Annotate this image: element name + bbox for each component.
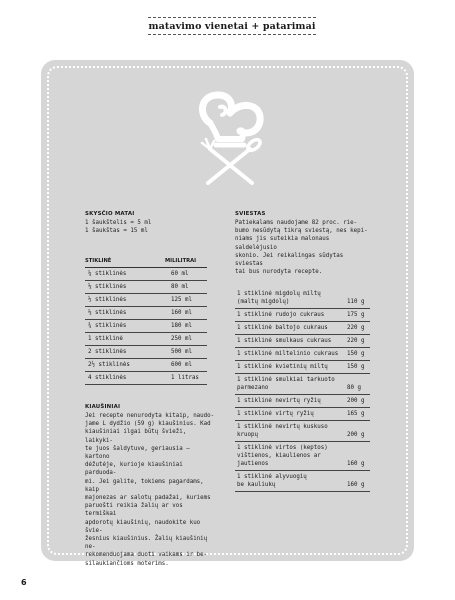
text-line: te juos šaldytuve, geriausia – kartono	[85, 445, 190, 461]
table-row	[235, 348, 370, 361]
chef-hat-utensils-icon	[180, 83, 280, 193]
text-line: žesnius kiaušinius. Žalių kiaušinių ne-	[85, 536, 208, 551]
ml-cell: 160 ml	[165, 306, 207, 319]
ml-cell: 600 ml	[165, 358, 207, 371]
text-line: mi. Jei galite, tokiems pagardams, kaip	[85, 478, 204, 493]
ingredient-line: 1 stiklinė smulkiai tarkuoto	[237, 377, 335, 383]
cup-ml-table	[85, 258, 207, 385]
ingredient-line: 1 stiklinė miltelinio cukraus	[237, 351, 339, 357]
ingredient-line: 1 stiklinė nevirtų kuskuso	[237, 424, 328, 430]
text-line: bumo nesūdytą tikrą sviestą, nes kepi-	[235, 228, 368, 235]
ingredient-line: 1 stiklinė kvietinių miltų	[237, 364, 328, 370]
ingredient-line: kruopų	[237, 432, 258, 438]
section-title: matavimo vienetai + patarimai	[148, 21, 316, 32]
ml-cell: 180 ml	[165, 319, 207, 332]
text-line: rekomenduojama duoti vaikams ir be-	[85, 552, 208, 559]
table-row	[235, 421, 370, 442]
ml-cell: 1 litras	[165, 371, 207, 384]
eggs-heading: KIAUŠINIAI	[85, 404, 121, 410]
ingredient-cell	[235, 408, 344, 421]
ingredient-cell	[235, 395, 344, 408]
table-row	[235, 471, 370, 492]
ingredient-line: 1 stiklinė nevirtų ryžių	[237, 398, 321, 404]
liquid-measures-text	[85, 219, 151, 235]
text-line: Patiekalams naudojame 82 proc. rie-	[235, 220, 358, 226]
ingredient-cell	[235, 309, 344, 322]
column-header-cup: STIKLINĖ	[85, 258, 165, 267]
weight-cell: 220 g	[344, 322, 370, 335]
ml-cell: 80 ml	[165, 280, 207, 293]
ingredient-line: 1 stiklinė alyvuogių	[237, 474, 307, 480]
ingredient-cell	[235, 442, 344, 471]
liquid-measure-line: 1 šaukštas = 15 ml	[85, 228, 148, 235]
weight-cell: 150 g	[344, 361, 370, 374]
table-row	[235, 288, 370, 309]
ingredient-line: 1 stiklinė smulkaus cukraus	[237, 338, 332, 344]
cup-cell: 2 stiklinės	[85, 345, 165, 358]
table-row	[235, 442, 370, 471]
table-row	[235, 322, 370, 335]
text-line: majonezas ar salotų padažai, kuriems	[85, 495, 211, 502]
weight-cell: 200 g	[344, 421, 370, 442]
ml-cell: 250 ml	[165, 332, 207, 345]
butter-heading: SVIESTAS	[235, 211, 266, 217]
text-line: dėžutėje, kurioje kiaušiniai parduoda-	[85, 462, 183, 477]
ingredient-cell	[235, 361, 344, 374]
ingredient-weight-table	[235, 288, 370, 492]
weight-cell: 200 g	[344, 395, 370, 408]
table-row	[85, 280, 207, 293]
table-row	[85, 306, 207, 319]
table-row	[85, 371, 207, 384]
ingredient-cell	[235, 348, 344, 361]
ml-cell: 60 ml	[165, 267, 207, 280]
table-row	[85, 267, 207, 280]
ingredient-line: be kauliukų	[237, 482, 276, 488]
cup-cell: 4 stiklinės	[85, 371, 165, 384]
page-number: 6	[21, 578, 27, 587]
cup-cell: ¾ stiklinės	[85, 319, 165, 332]
cup-cell: ⅓ stiklinės	[85, 280, 165, 293]
weight-cell: 110 g	[344, 288, 370, 309]
ingredient-cell	[235, 335, 344, 348]
table-row	[235, 361, 370, 374]
weight-cell: 160 g	[344, 442, 370, 471]
ingredient-cell	[235, 288, 344, 309]
ingredient-line: vištienos, kiaulienos ar	[237, 453, 321, 459]
ingredient-line: 1 stiklinė baltojo cukraus	[237, 325, 328, 331]
ingredient-line: 1 stiklinė migdolų miltų	[237, 291, 321, 297]
text-line: paruošti reikia žalių ar vos termiškai	[85, 503, 183, 518]
text-line: silaukiančioms moterims.	[85, 560, 169, 567]
table-row	[235, 395, 370, 408]
cup-cell: ½ stiklinės	[85, 293, 165, 306]
page-header	[148, 17, 316, 35]
text-line: kiaušiniai ilgai būtų švieži, laikyki-	[85, 429, 187, 444]
ingredient-cell	[235, 471, 344, 492]
ml-cell: 500 ml	[165, 345, 207, 358]
ingredient-line: 1 stiklinė virtos (keptos)	[237, 445, 328, 451]
text-line: skonio. Jei reikalingas sūdytas sviestas	[235, 252, 344, 268]
ingredient-cell	[235, 421, 344, 442]
weight-cell: 165 g	[344, 408, 370, 421]
ingredient-line: jautienos	[237, 461, 269, 467]
ingredient-line: (maltų migdolų)	[237, 299, 290, 305]
ingredient-cell	[235, 374, 344, 395]
text-line: jame L dydžio (59 g) kiaušinius. Kad	[85, 421, 211, 428]
table-row	[85, 293, 207, 306]
table-row	[85, 332, 207, 345]
ingredient-line: parmezano	[237, 385, 269, 391]
weight-cell: 150 g	[344, 348, 370, 361]
liquid-measure-line: 1 šaukštelis = 5 ml	[85, 220, 152, 226]
table-row	[85, 319, 207, 332]
cup-cell: ¼ stiklinės	[85, 267, 165, 280]
text-line: tai bus nurodyta recepte.	[235, 269, 323, 276]
text-line: Jei recepte nenurodyta kitaip, naudo-	[85, 413, 215, 419]
liquid-measures-heading: SKYSČIO MATAI	[85, 211, 135, 217]
table-row	[235, 309, 370, 322]
table-row	[235, 408, 370, 421]
table-row	[235, 335, 370, 348]
cup-cell: 1 stiklinė	[85, 332, 165, 345]
column-header-ml: MILILITRAI	[165, 258, 207, 267]
text-line: niams jis suteikia malonaus saldelėjusio	[235, 236, 330, 251]
text-line: apdorotų kiaušinių, naudokite kuo švie-	[85, 519, 201, 534]
weight-cell: 175 g	[344, 309, 370, 322]
table-row	[85, 358, 207, 371]
ingredient-cell	[235, 322, 344, 335]
weight-cell: 80 g	[344, 374, 370, 395]
ml-cell: 125 ml	[165, 293, 207, 306]
cup-cell: ⅔ stiklinės	[85, 306, 165, 319]
butter-text	[235, 219, 370, 276]
weight-cell: 220 g	[344, 335, 370, 348]
table-row	[85, 345, 207, 358]
ingredient-line: 1 stiklinė virtų ryžių	[237, 411, 314, 417]
ingredient-line: 1 stiklinė rudojo cukraus	[237, 312, 325, 318]
cup-cell: 2½ stiklinės	[85, 358, 165, 371]
eggs-text	[85, 412, 215, 568]
weight-cell: 160 g	[344, 471, 370, 492]
table-row	[235, 374, 370, 395]
